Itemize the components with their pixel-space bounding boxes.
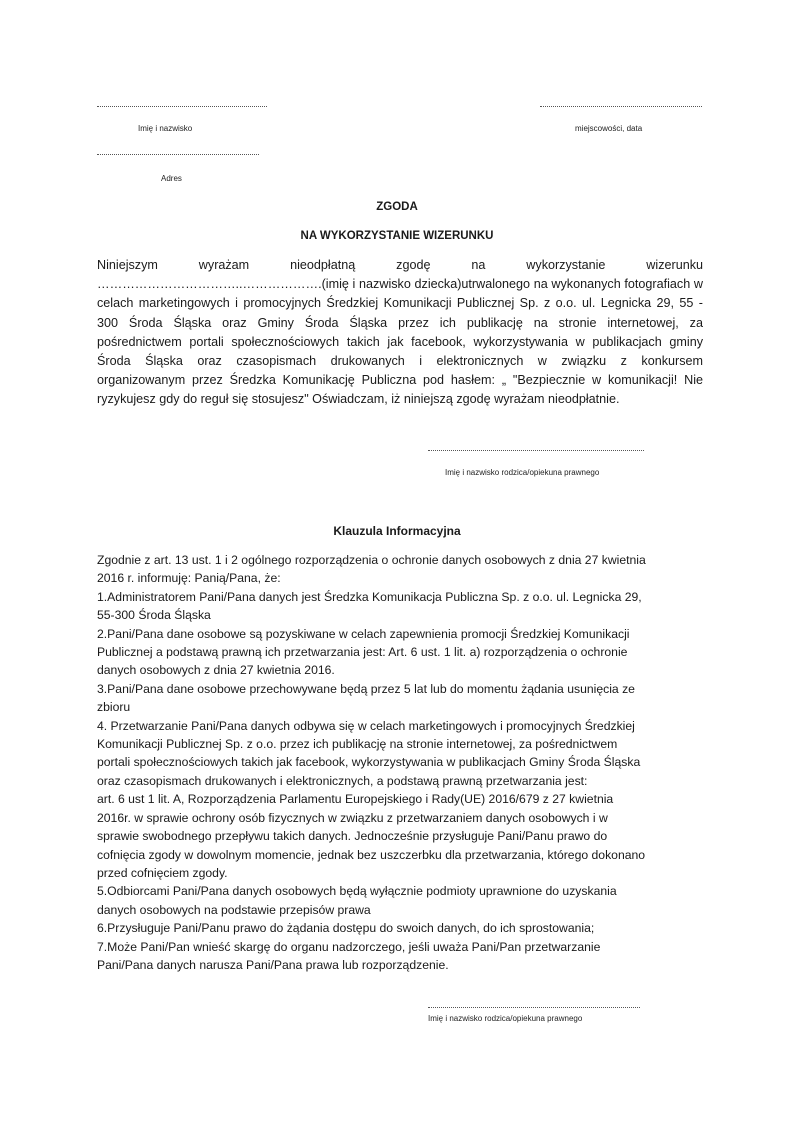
clause-line: 2016 r. informuję: Panią/Pana, że: [97,571,281,586]
clause-line: 5.Odbiorcami Pani/Pana danych osobowych będą wyłącznie podmioty uprawnione do uzyskania [97,884,617,899]
clause-signature-line[interactable] [428,1007,640,1008]
address-label: Adres [161,174,182,183]
clause-line: 2.Pani/Pana dane osobowe są pozyskiwane w celach zapewnienia promocji Średzkiej Komunikacji [97,626,630,641]
clause-line: 7.Może Pani/Pan wnieść skargę do organu nadzorczego, jeśli uważa Pani/Pan przetwarzanie [97,939,601,954]
clause-body [97,551,717,974]
clause-line: Publicznej a podstawą prawną ich przetwarzania jest: Art. 6 ust. 1 lit. a) rozporządzenia o ochronie [97,645,628,660]
clause-title: Klauzula Informacyjna [333,524,461,538]
consent-line: Środa Śląska oraz czasopismach drukowanych i elektronicznych w związku z konkursem [97,354,703,369]
clause-line: zbioru [97,700,131,715]
consent-paragraph [97,256,703,410]
address-input-line[interactable] [97,154,259,155]
clause-line: 4. Przetwarzanie Pani/Pana danych odbywa się w celach marketingowych i promocyjnych Średzkiej [97,718,635,733]
consent-subtitle: NA WYKORZYSTANIE WIZERUNKU [300,230,494,242]
clause-line: 6.Przysługuje Pani/Panu prawo do żądania dostępu do swoich danych, do ich sprostowania; [97,921,595,936]
clause-line: 1.Administratorem Pani/Pana danych jest Średzka Komunikacja Publiczna Sp. z o.o. ul. Legnicka 29, [97,589,642,604]
clause-line: art. 6 ust 1 lit. A, Rozporządzenia Parlamentu Europejskiego i Rady(UE) 2016/679 z 27 kwietnia [97,792,614,807]
name-label: Imię i nazwisko [138,124,193,133]
consent-line: 300 Środa Śląska oraz Gminy Środa Śląska przez ich publikację na stronie internetowej, za [97,315,703,330]
clause-line: Komunikacji Publicznej Sp. z o.o. przez ich publikację na stronie internetowej, za pośrednictwem [97,737,618,752]
consent-line: celach marketingowych i promocyjnych Średzkiej Komunikacji Publicznej Sp. z o.o. ul. Legnicka 29, 55 - [97,296,703,311]
clause-line: przed cofnięciem zgody. [97,865,228,880]
clause-line: sprawie swobodnego przepływu takich danych. Jednocześnie przysługuje Pani/Panu prawo do [97,829,608,844]
clause-line: 3.Pani/Pana dane osobowe przechowywane będą przez 5 lat lub do momentu żądania usunięcia ze [97,681,635,696]
clause-line: danych osobowych z dnia 27 kwietnia 2016. [97,663,335,678]
clause-signature-label: Imię i nazwisko rodzica/opiekuna prawnego [428,1014,583,1023]
consent-line: ……………………………..……………….(imię i nazwisko dziecka)utrwalonego na wykonanych fotografiach w [97,277,703,292]
place-date-label: miejscowości, data [575,124,643,133]
consent-line: Niniejszym wyrażam nieodpłatną zgodę na wykorzystanie wizerunku [97,258,703,272]
consent-signature-line[interactable] [428,450,644,451]
clause-line: 2016r. w sprawie ochrony osób fizycznych w związku z przetwarzaniem danych osobowych i w [97,810,608,825]
place-date-input-line[interactable] [540,106,702,107]
consent-line: ryzykujesz gdy do reguł się stosujesz" Oświadczam, iż niniejszą zgodę wyrażam nieodpłatnie. [97,392,620,407]
consent-signature-label: Imię i nazwisko rodzica/opiekuna prawnego [445,468,600,477]
consent-line: pośrednictwem portali społecznościowych takich jak facebook, wykorzystywania w publikacjach gminy [97,334,703,349]
name-input-line[interactable] [97,106,267,107]
consent-line: organizowanym przez Średzka Komunikację Publiczna pod hasłem: „ "Bezpiecznie w komunikacji! Nie [97,373,703,388]
clause-line: cofnięcia zgody w dowolnym momencie, jednak bez uszczerbku dla przetwarzania, którego dokonano [97,847,646,862]
clause-line: oraz czasopismach drukowanych i elektronicznych, a podstawą prawną przetwarzania jest: [97,773,588,788]
clause-line: portali społecznościowych takich jak facebook, wykorzystywania w publikacjach Gminy Środa Śląska [97,755,641,770]
consent-title: ZGODA [376,201,418,213]
clause-line: Zgodnie z art. 13 ust. 1 i 2 ogólnego rozporządzenia o ochronie danych osobowych z dnia 27 kwietnia [97,553,646,567]
clause-line: danych osobowych na podstawie przepisów prawa [97,902,371,917]
clause-line: 55-300 Środa Śląska [97,608,211,623]
clause-line: Pani/Pana danych narusza Pani/Pana prawa lub rozporządzenie. [97,957,449,972]
